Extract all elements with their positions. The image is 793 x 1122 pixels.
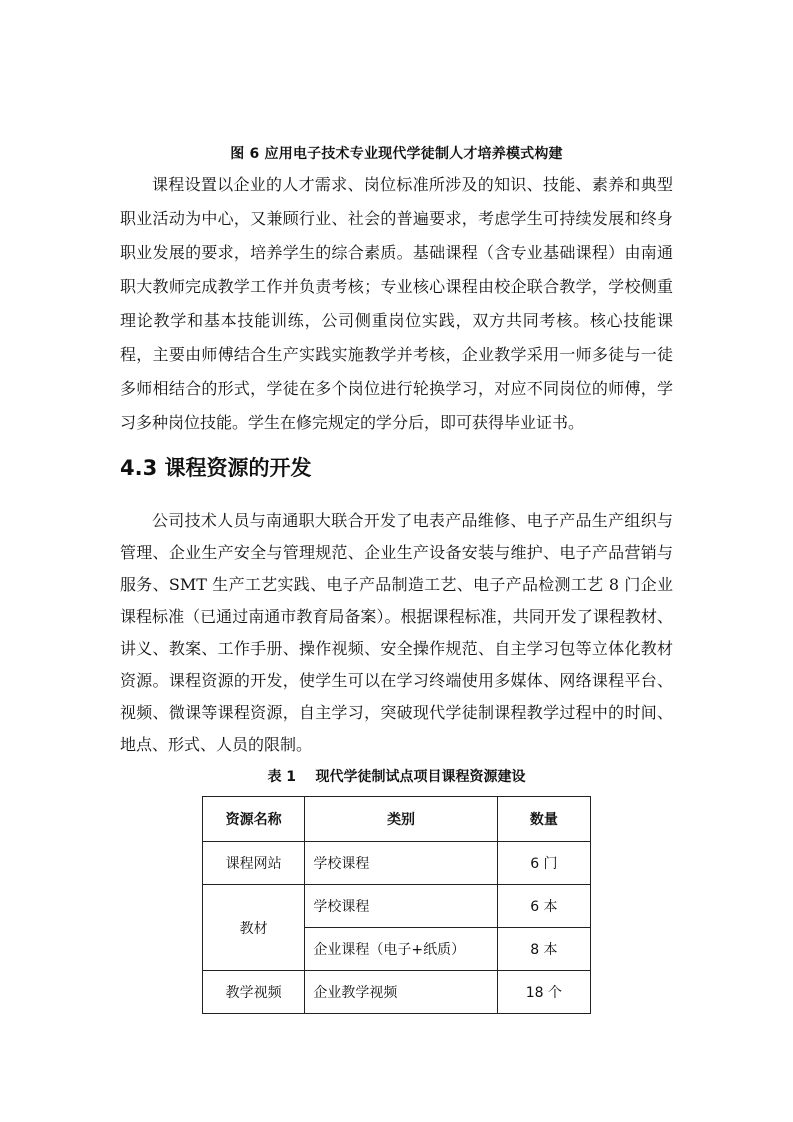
cell-name: 教材: [203, 885, 305, 971]
cell-category: 学校课程: [305, 842, 497, 885]
cell-category: 企业教学视频: [305, 971, 497, 1014]
column-header-count: 数量: [497, 797, 590, 842]
table-row: [203, 842, 591, 885]
paragraph-curriculum-design: 课程设置以企业的人才需求、岗位标准所涉及的知识、技能、素养和典型职业活动为中心，又兼顾行业、社会的普遍要求，考虑学生可持续发展和终身职业发展的要求，培养学生的综合素质。基础课程（含专业基础课程）由南通职大教师完成教学工作并负责考核；专业核心课程由校企联合教学，学校侧重理论教学和基本技能训练，公司侧重岗位实践，双方共同考核。核心技能课程，主要由师傅结合生产实践实施教学并考核，企业教学采用一师多徒与一徒多师相结合的形式，学徒在多个岗位进行轮换学习，对应不同岗位的师傅，学习多种岗位技能。学生在修完规定的学分后，即可获得毕业证书。: [120, 175, 673, 432]
cell-category: 企业课程（电子+纸质）: [305, 928, 497, 971]
resource-table: [202, 796, 591, 1014]
table-header-row: [203, 797, 591, 842]
cell-count: 18 个: [497, 971, 590, 1014]
column-header-name: 资源名称: [203, 797, 305, 842]
cell-name: 教学视频: [203, 971, 305, 1014]
table-row: [203, 885, 591, 928]
cell-name: 课程网站: [203, 842, 305, 885]
column-header-category: 类别: [305, 797, 497, 842]
table-row: [203, 971, 591, 1014]
table-caption: 表 1 现代学徒制试点项目课程资源建设: [267, 769, 526, 785]
cell-count: 8 本: [497, 928, 590, 971]
cell-count: 6 本: [497, 885, 590, 928]
section-heading: 4.3 课程资源的开发: [120, 456, 312, 480]
paragraph-course-resources: 公司技术人员与南通职大联合开发了电表产品维修、电子产品生产组织与管理、企业生产安全与管理规范、企业生产设备安装与维护、电子产品营销与服务、SMT 生产工艺实践、电子产品制造工艺、电子产品检测工艺 8 门企业课程标准（已通过南通市教育局备案）。根据课程标准，共同开发了课程教材、讲义、教案、工作手册、操作视频、安全操作规范、自主学习包等立体化教材资源。课程资源的开发，使学生可以在学习终端使用多媒体、网络课程平台、视频、微课等课程资源，自主学习，突破现代学徒制课程教学过程中的时间、地点、形式、人员的限制。: [120, 511, 673, 754]
figure-caption: 图 6 应用电子技术专业现代学徒制人才培养模式构建: [230, 146, 563, 162]
cell-category: 学校课程: [305, 885, 497, 928]
cell-count: 6 门: [497, 842, 590, 885]
